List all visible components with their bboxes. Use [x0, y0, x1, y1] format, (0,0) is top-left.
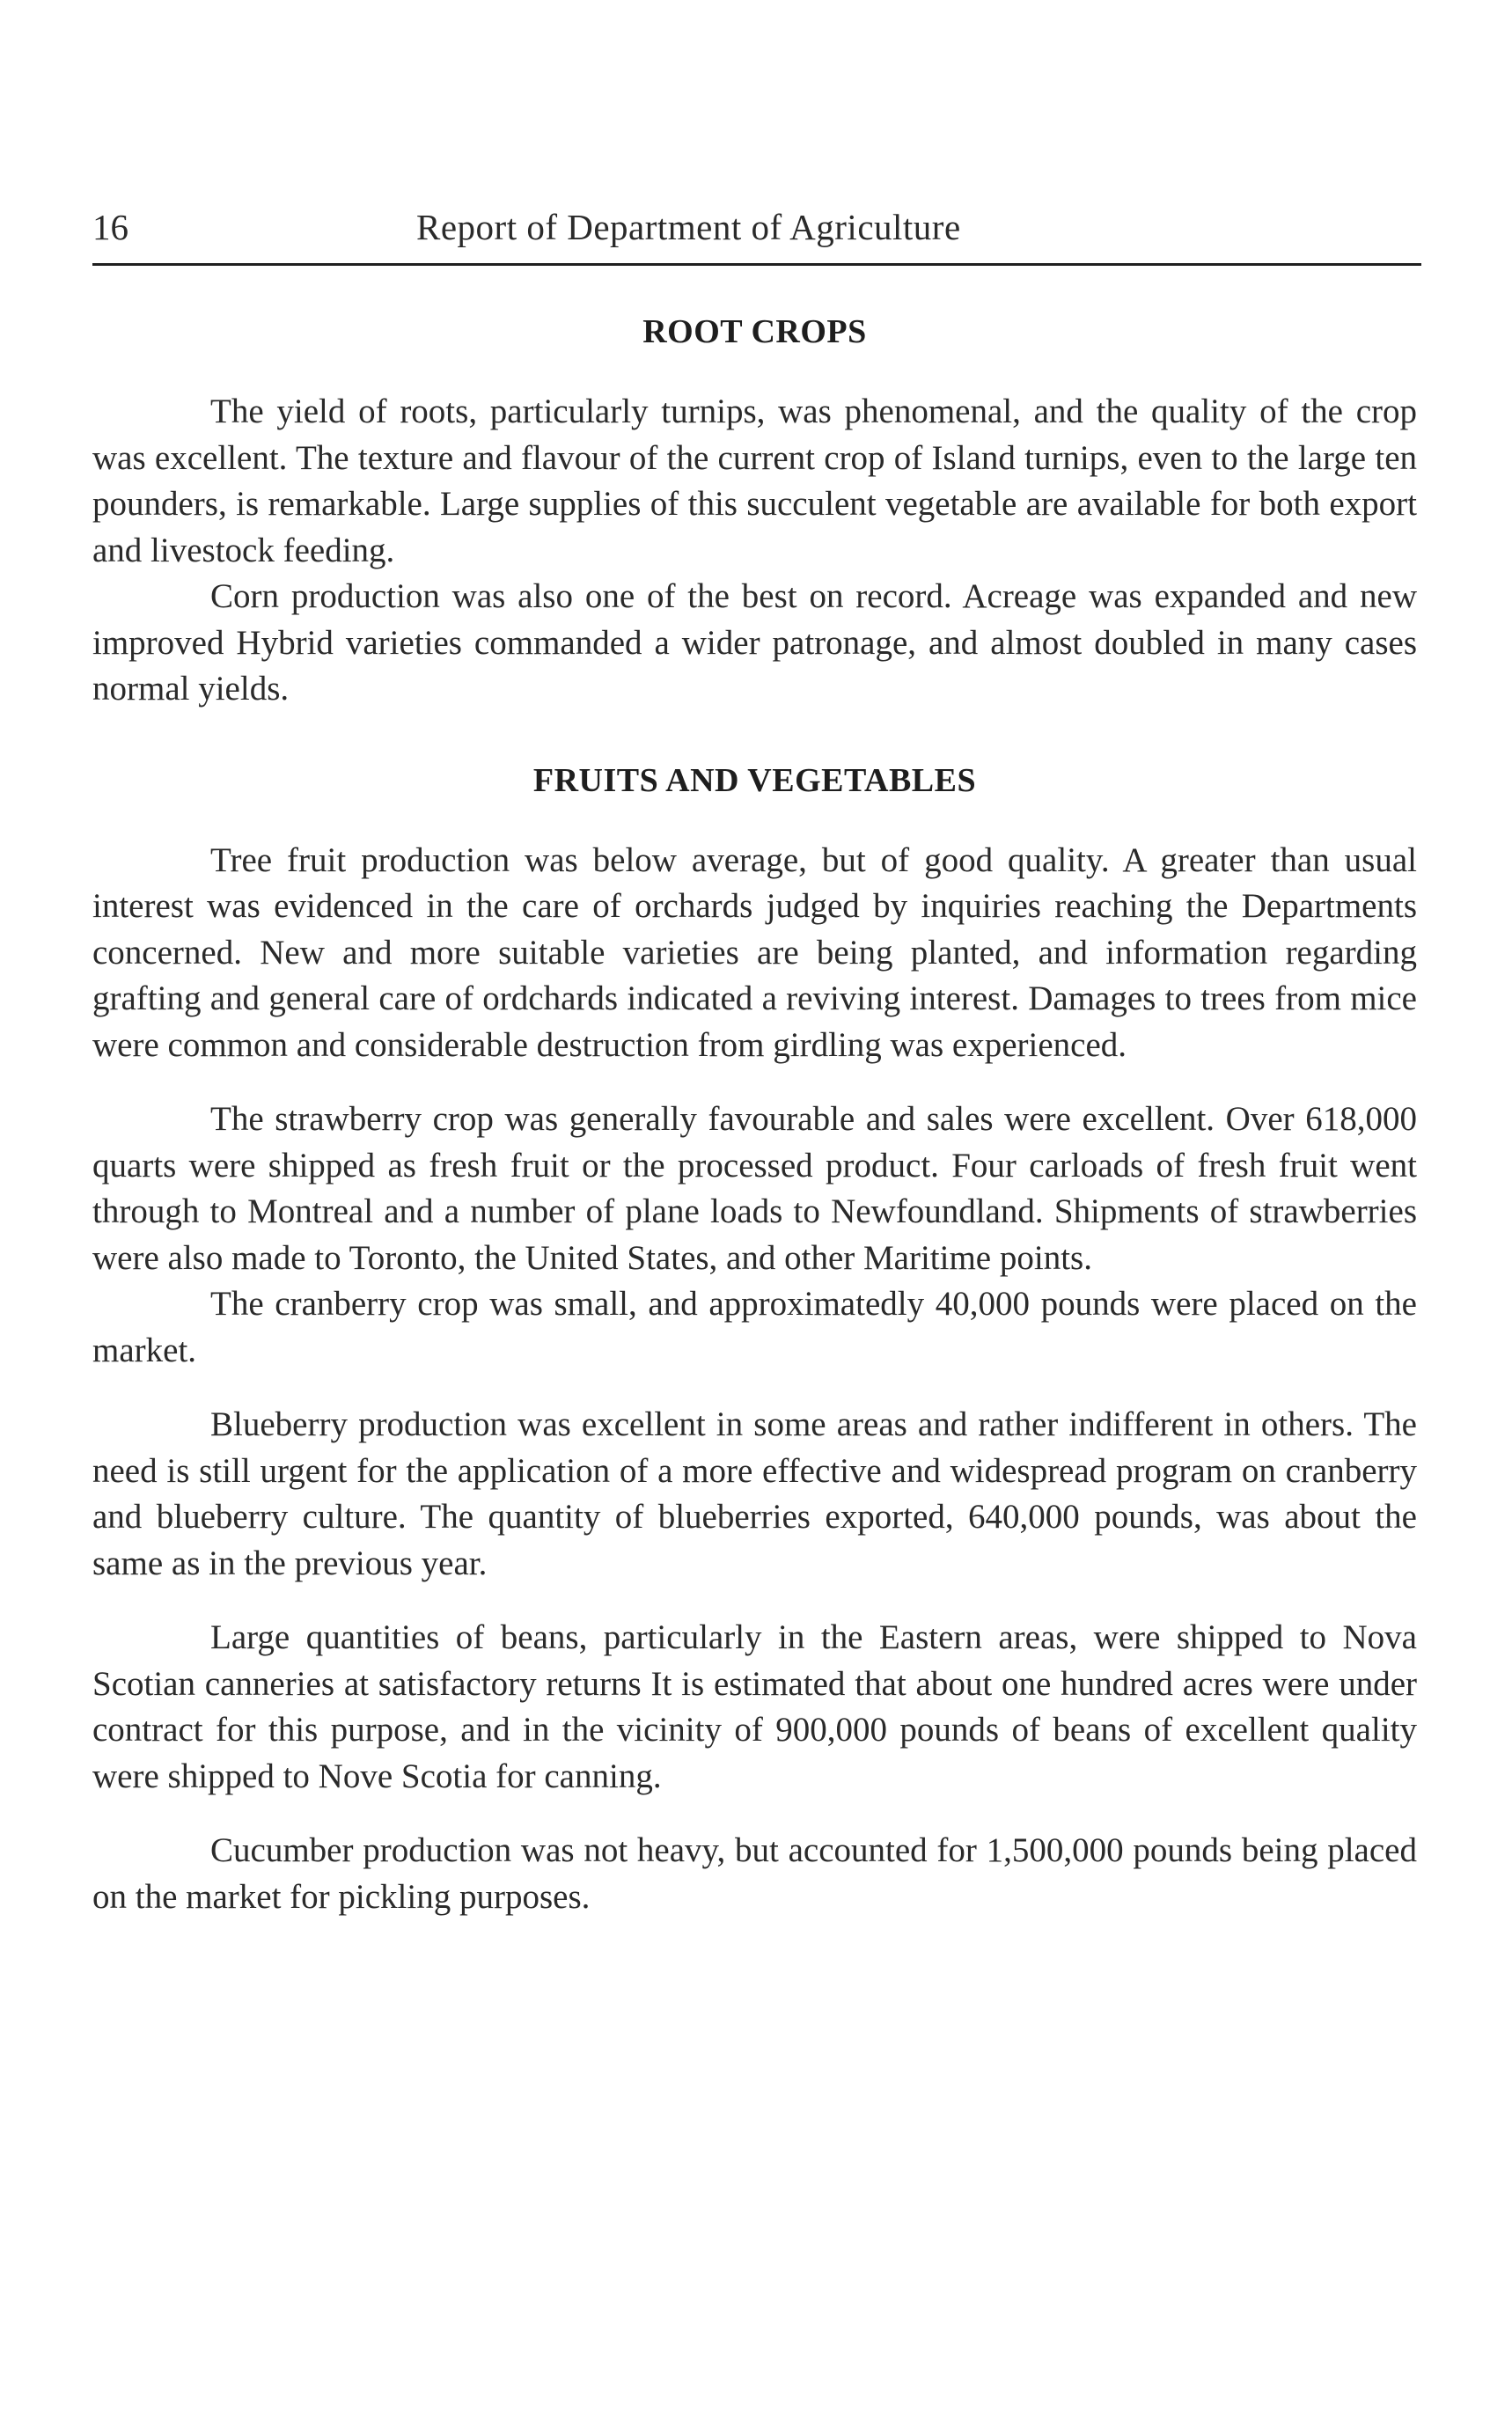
running-title: Report of Department of Agriculture [416, 207, 961, 247]
section-title-fruits-vegetables: FRUITS AND VEGETABLES [532, 761, 977, 799]
paragraph-tree-fruit: Tree fruit production was below average, but of good quality. A greater than usual interest was evidenced in the care of orchards judged by inquiries reaching the Departments concerned. New and more suitable varieties are being planted, and information regarding grafting and general care of ordchards indicated a reviving interest. Damages to trees from mice were common and considerable destruction from girdling was experienced. [92, 840, 1417, 1064]
section-title-root-crops: ROOT CROPS [642, 313, 867, 350]
body-text [92, 299, 1417, 1920]
paragraph-strawberry: The strawberry crop was generally favourable and sales were excellent. Over 618,000 quarts were shipped as fresh fruit or the processed product. Four carloads of fresh fruit went through to Montreal and a number of plane loads to Newfoundland. Shipments of strawberries were also made to Toronto, the United States, and other Maritime points. [92, 1100, 1417, 1277]
header-rule [92, 263, 1421, 266]
paragraph-cucumber: Cucumber production was not heavy, but accounted for 1,500,000 pounds being placed on the market for pickling purposes. [92, 1831, 1417, 1916]
paragraph-root-yield: The yield of roots, particularly turnips, was phenomenal, and the quality of the crop was excellent. The texture and flavour of the current crop of Island turnips, even to the large ten pounders, is remarkable. Large supplies of this succulent vegetable are available for both export and livestock feeding. [92, 392, 1417, 569]
paragraph-beans: Large quantities of beans, particularly in the Eastern areas, were shipped to Nova Scotian canneries at satisfactory returns It is estimated that about one hundred acres were under contract for this purpose, and in the vicinity of 900,000 pounds of beans of excellent quality were shipped to Nove Scotia for canning. [92, 1618, 1417, 1795]
paragraph-blueberry: Blueberry production was excellent in some areas and rather indifferent in others. The need is still urgent for the application of a more effective and widespread program on cranberry and blueberry culture. The quantity of blueberries exported, 640,000 pounds, was about the same as in the previous year. [92, 1405, 1417, 1582]
page-number: 16 [92, 207, 128, 247]
paragraph-cranberry: The cranberry crop was small, and approximatedly 40,000 pounds were placed on the market. [92, 1285, 1417, 1369]
paragraph-corn: Corn production was also one of the best on record. Acreage was expanded and new improved Hybrid varieties commanded a wider patronage, and almost doubled in many cases normal yields. [92, 577, 1417, 708]
running-header [92, 201, 1421, 253]
